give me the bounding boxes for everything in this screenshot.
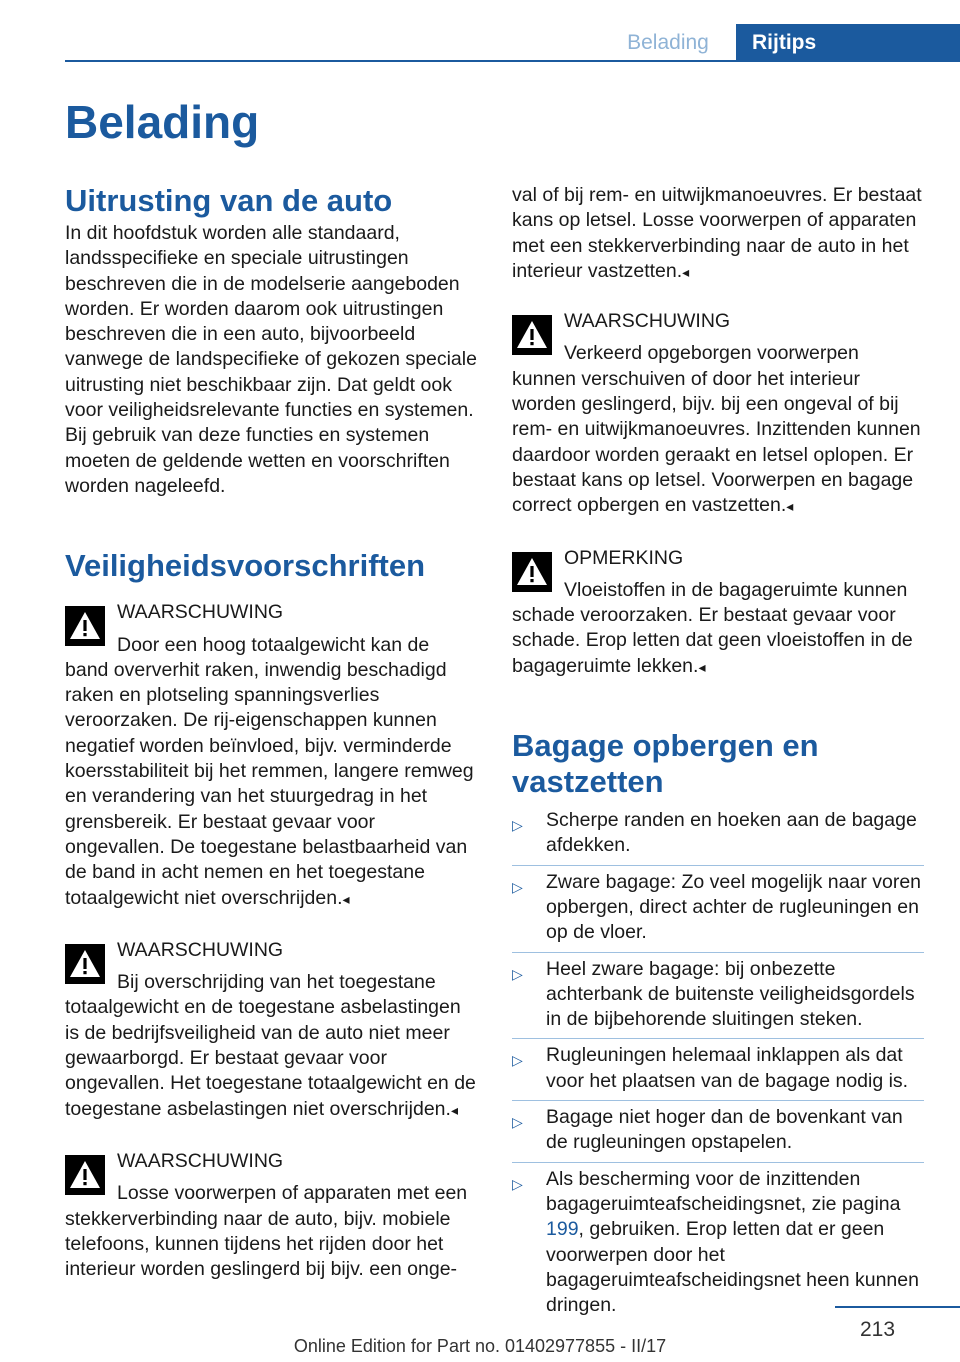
end-mark: ◂	[342, 890, 350, 907]
end-mark: ◂	[450, 1101, 458, 1118]
warning-text: Losse voorwerpen of apparaten met een stekkerverbinding naar de auto, bijv. mobiele telefoons, kunnen tijdens het rijden door het interieur worden geslingerd bij bijv. een onge-	[65, 1182, 468, 1281]
header-chapter-tab: Rijtips	[736, 24, 960, 62]
warning-block	[65, 1149, 477, 1282]
footer-rule	[835, 1306, 960, 1308]
notice-block	[512, 546, 924, 680]
warning-text: Door een hoog totaalgewicht kan de band oververhit raken, inwendig beschadigd raken en plotseling spanningsverlies veroorzaken. De rij-eigenschappen kunnen negatief worden beïnvloed, bijv. verminderde koersstabiliteit bij het remmen, langere remweg en verandering van het stuurgedrag in het grensbereik. Er bestaat gevaar voor ongevallen. De toegestane belastbaarheid van de band in acht nemen en het toegestane totaalgewicht niet overschrijden.	[65, 633, 474, 909]
bullet-triangle-icon: ▷	[512, 817, 523, 834]
end-mark: ◂	[786, 498, 794, 515]
header-section-label: Belading	[627, 31, 709, 54]
warning-label: WAARSCHUWING	[117, 601, 284, 624]
right-column	[512, 183, 924, 1324]
bullet-triangle-icon: ▷	[512, 1052, 523, 1069]
end-mark: ◂	[682, 263, 690, 280]
list-item: ▷ Rugleuningen helemaal inklappen als dat voor het plaatsen van de bagage nodig is.	[512, 1039, 924, 1101]
notice-text: Vloeistoffen in de bagageruimte kunnen schade veroorzaken. Er bestaat gevaar voor schade. Erop letten dat geen vloeistoffen in de bagageruimte lekken.	[512, 578, 913, 677]
intro-paragraph: In dit hoofdstuk worden alle standaard, landsspecifieke en speciale uitrustingen beschreven die in de modelserie aangeboden worden. Er worden daarom ook uitrustingen beschreven die in een auto, bijvoorbeeld vanwege de landspecifieke of gekozen speciale uitrusting niet beschikbaar zijn. Dat geldt ook voor veiligheidsrelevante functies en systemen. Bij gebruik van deze functies en systemen moeten de geldende wetten en voorschriften worden nageleefd.	[65, 222, 477, 497]
warning-triangle-icon	[65, 606, 105, 646]
warning-label: WAARSCHUWING	[564, 310, 731, 333]
list-item: ▷ Zware bagage: Zo veel mogelijk naar voren opbergen, direct achter de rugleuningen en op de vloer.	[512, 866, 924, 953]
warning-label: WAARSCHUWING	[117, 1149, 284, 1172]
luggage-tips-list	[512, 804, 924, 1324]
list-item: ▷ Heel zware bagage: bij onbezette achterbank de buitenste veiligheidsgordels in de bijbehorende sluitingen steken.	[512, 953, 924, 1040]
edition-footer: Online Edition for Part no. 01402977855 - II/17	[293, 1336, 667, 1356]
page-title: Belading	[65, 96, 260, 148]
notice-label: OPMERKING	[564, 546, 684, 569]
end-mark: ◂	[698, 658, 706, 675]
warning-block	[512, 309, 924, 519]
page-number: 213	[860, 1318, 896, 1341]
bullet-triangle-icon: ▷	[512, 1114, 523, 1131]
warning-label: WAARSCHUWING	[117, 938, 284, 961]
bullet-triangle-icon: ▷	[512, 1175, 523, 1192]
bullet-triangle-icon: ▷	[512, 965, 523, 982]
warning-text: Bij overschrijding van het toegestane totaalgewicht en de toegestane asbelastingen is de bedrijfsveiligheid van de auto niet meer gewaarborgd. Er bestaat gevaar voor ongevallen. Het toegestane totaalgewicht en de toegestane asbelastingen niet overschrijden.	[65, 971, 476, 1120]
list-item: ▷ Als bescherming voor de inzittenden bagageruimteafscheidingsnet, zie pagina 199, gebruiken. Erop letten dat er geen voorwerpen door het bagageruimteafscheidingsnet heen kunnen dringen.	[512, 1167, 919, 1317]
warning-block	[65, 938, 477, 1123]
section-heading-safety: Veiligheidsvoorschriften	[65, 548, 426, 584]
warning-triangle-icon	[512, 552, 552, 592]
list-item: ▷ Bagage niet hoger dan de bovenkant van de rugleuningen opstapelen.	[512, 1101, 924, 1163]
warning-triangle-icon	[65, 944, 105, 984]
left-column	[65, 183, 477, 1282]
warning-text: Verkeerd opgeborgen voorwerpen kunnen verschuiven of door het interieur worden geslingerd, bijv. bij een ongeval of bij rem- en uitwijkmanoeuvres. Inzittenden kunnen daardoor worden geraakt en letsel oplopen. Er bestaat kans op letsel. Voorwerpen en bagage correct opbergen en vastzetten.	[512, 342, 921, 517]
section-heading-luggage: Bagage opbergen en vastzetten	[512, 728, 819, 800]
section-heading-equipment: Uitrusting van de auto	[65, 183, 393, 218]
list-item: ▷ Scherpe randen en hoeken aan de bagage afdekken.	[512, 804, 924, 866]
warning-triangle-icon	[65, 1155, 105, 1195]
continued-warning-text: val of bij rem- en uitwijkmanoeuvres. Er bestaat kans op letsel. Losse voorwerpen of apparaten met een stekkerverbinding naar de auto in het interieur vastzetten.	[512, 184, 922, 282]
warning-triangle-icon	[512, 315, 552, 355]
warning-block	[65, 600, 477, 912]
page-reference-link[interactable]: 199	[546, 1218, 579, 1241]
bullet-triangle-icon: ▷	[512, 878, 523, 895]
